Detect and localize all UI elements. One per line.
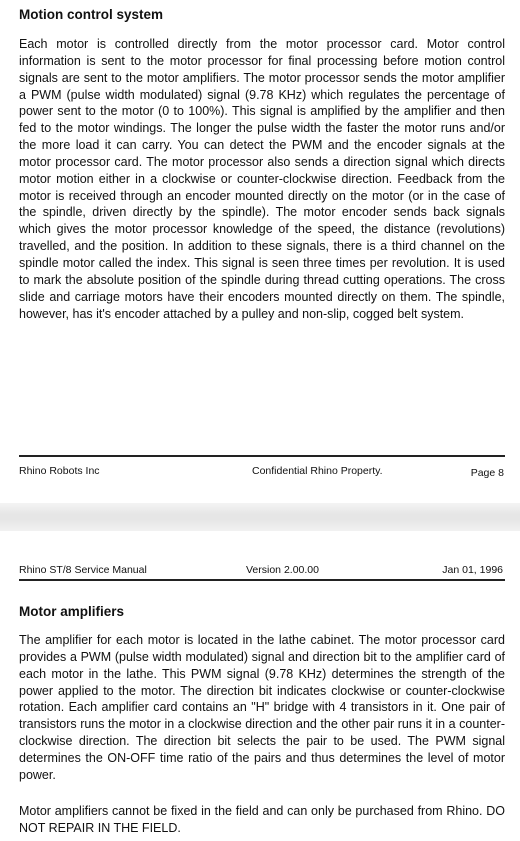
page-break	[0, 503, 520, 531]
footer-company: Rhino Robots Inc	[19, 465, 100, 477]
section-heading-motion-control: Motion control system	[19, 7, 164, 22]
header-divider	[19, 579, 505, 581]
motion-control-paragraph: Each motor is controlled directly from the motor processor card. Motor control information is sent to the motor processor for final processing before motion control signals are sent to the motor amplifiers. The motor processor sends the motor amplifier a PWM (pulse width modulated) signal (9.78 KHz) which regulates the percentage of power sent to the motor (0 to 100%). This signal is amplified by the amplifier and then fed to the motor windings. The longer the pulse width the faster the motor runs and/or the more load it can carry. You can detect the PWM and the encoder signals at the motor processor card. The motor processor also sends a direction signal which directs motor motion either in a clockwise or counter-clockwise direction. Feedback from the motor is received through an encoder mounted directly on the motor (or in the case of the spindle, driven directly by the spindle). The motor encoder sends back signals which gives the motor processor knowledge of the speed, the distance (revolutions) travelled, and the position. In addition to these signals, there is a third channel on the spindle motor called the index. This signal is seen three times per revolution. It is used to mark the absolute position of the spindle during thread cutting operations. The cross slide and carriage motors have their encoders mounted directly on them. The spindle, however, has it's encoder attached by a pulley and non-slip, cogged belt system.	[19, 37, 505, 321]
header-manual-title: Rhino ST/8 Service Manual	[19, 564, 147, 576]
header-date: Jan 01, 1996	[442, 564, 503, 576]
section-heading-motor-amplifiers: Motor amplifiers	[19, 604, 125, 619]
motor-amplifiers-paragraph: The amplifier for each motor is located in the lathe cabinet. The motor processor card provides a PWM (pulse width modulated) signal and direction bit to the amplifier card of each motor in the lathe. This PWM signal (9.78 KHz) determines the strength of the power applied to the motor. The direction bit indicates clockwise or counter-clockwise rotation. Each amplifier card contains an "H" bridge with 4 transistors in it. One pair of transistors runs the motor in a clockwise direction and the other pair runs it in a counter-clockwise direction. The direction bit selects the pair to be used. The PWM signal determines the ON-OFF time ratio of the pairs and thus determines the level of motor power.	[19, 633, 505, 782]
document-page-9	[0, 531, 520, 841]
footer-divider	[19, 455, 505, 457]
repair-warning-paragraph: Motor amplifiers cannot be fixed in the field and can only be purchased from Rhino. DO NOT REPAIR IN THE FIELD.	[19, 804, 505, 835]
footer-page-number: Page 8	[470, 467, 504, 479]
footer-confidential: Confidential Rhino Property.	[252, 465, 383, 477]
header-version: Version 2.00.00	[246, 564, 319, 576]
